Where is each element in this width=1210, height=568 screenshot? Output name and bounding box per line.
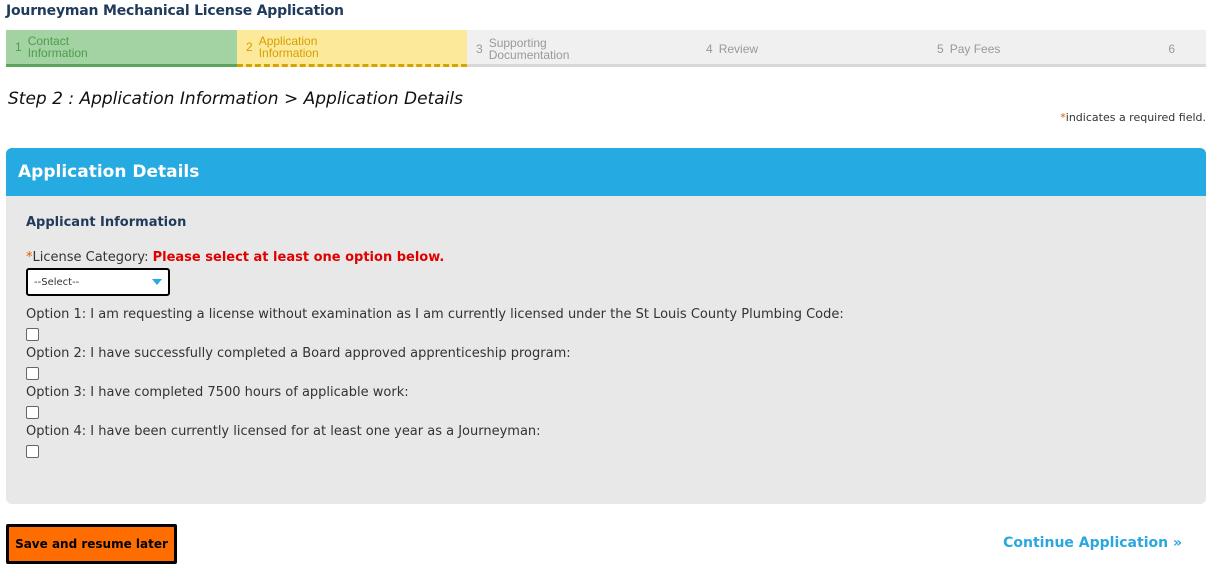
step-contact-information[interactable] (6, 30, 237, 67)
step-review[interactable] (697, 30, 928, 67)
step-heading: Step 2 : Application Information > Application Details (8, 89, 463, 109)
required-note-text: indicates a required field. (1065, 111, 1206, 124)
required-asterisk: * (1060, 111, 1066, 124)
step-number: 4 (706, 41, 713, 56)
progress-steps (6, 30, 1206, 67)
license-category-error: Please select at least one option below. (152, 250, 445, 265)
step-pay-fees[interactable] (928, 30, 1158, 67)
section-title: Applicant Information (26, 215, 187, 230)
step-number: 2 (246, 40, 253, 54)
step-label: Pay Fees (949, 41, 1001, 56)
step-label: Contact Information (27, 34, 88, 60)
step-number: 1 (15, 40, 22, 54)
option-3-checkbox[interactable] (26, 406, 39, 419)
step-label: Supporting Documentation (488, 35, 570, 62)
license-category-label (26, 250, 444, 265)
step-label: Review (718, 41, 759, 56)
step-supporting-documentation[interactable] (467, 30, 697, 67)
continue-application-link[interactable]: Continue Application » (1003, 535, 1182, 551)
option-2-label: Option 2: I have successfully completed a Board approved apprenticeship program: (26, 346, 571, 361)
step-number: 5 (937, 41, 944, 56)
step-application-information[interactable] (237, 30, 467, 67)
license-category-select[interactable] (26, 268, 170, 296)
option-4-label: Option 4: I have been currently licensed for at least one year as a Journeyman: (26, 424, 541, 439)
option-2-checkbox[interactable] (26, 367, 39, 380)
step-number: 6 (1168, 41, 1175, 56)
license-category-text: License Category: (32, 250, 149, 265)
step-6[interactable] (1158, 30, 1206, 67)
option-1-label: Option 1: I am requesting a license without examination as I am currently licensed under the St Louis County Plumbing Code: (26, 307, 844, 322)
required-asterisk: * (26, 250, 33, 265)
step-number: 3 (476, 41, 483, 56)
option-1-checkbox[interactable] (26, 328, 39, 341)
select-value: --Select-- (34, 276, 80, 288)
option-3-label: Option 3: I have completed 7500 hours of applicable work: (26, 385, 409, 400)
step-label: Application Information (258, 34, 319, 60)
option-4-checkbox[interactable] (26, 445, 39, 458)
panel-title: Application Details (6, 148, 1206, 196)
required-field-note (1060, 111, 1206, 124)
application-details-panel (6, 148, 1206, 504)
save-and-resume-button[interactable]: Save and resume later (6, 524, 177, 564)
chevron-down-icon (152, 279, 162, 285)
app-title: Journeyman Mechanical License Application (6, 3, 344, 19)
